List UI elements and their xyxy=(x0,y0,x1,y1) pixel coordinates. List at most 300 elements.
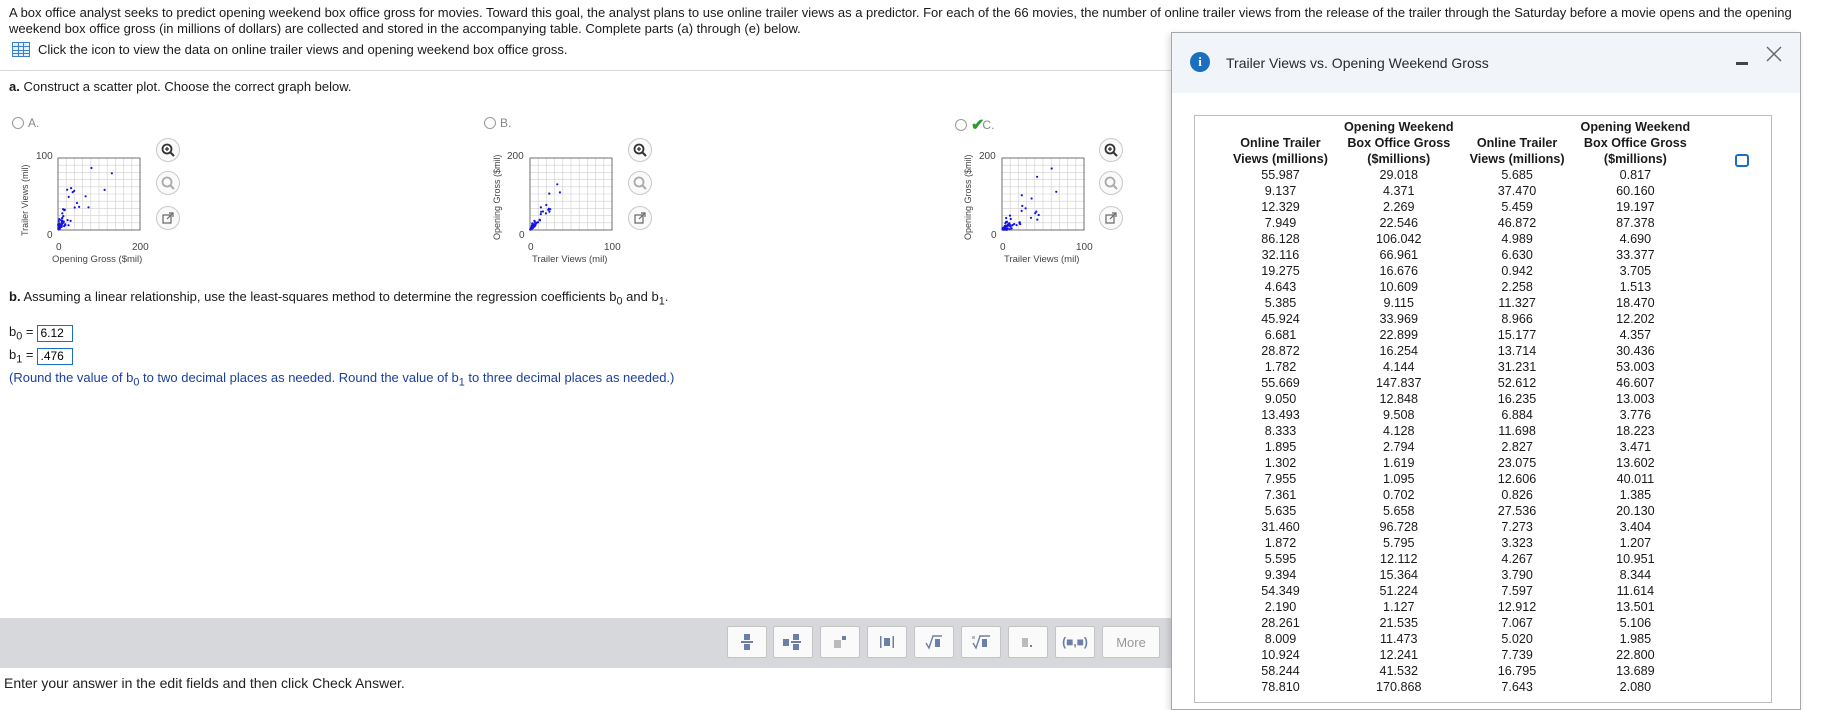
scatter-point xyxy=(1019,221,1021,223)
table-cell: 53.003 xyxy=(1616,360,1655,374)
table-row xyxy=(1225,679,1698,695)
table-cell: 4.371 xyxy=(1383,184,1415,198)
fraction-button[interactable] xyxy=(727,626,767,658)
table-cell: 3.776 xyxy=(1619,408,1652,422)
zoom-out-button-b[interactable] xyxy=(628,171,652,195)
table-cell: 29.018 xyxy=(1379,168,1419,182)
table-cell: 96.728 xyxy=(1379,520,1419,534)
table-cell: 20.130 xyxy=(1616,504,1655,518)
data-table xyxy=(1225,119,1698,695)
col-header-3: Online Trailer Views (millions) xyxy=(1469,136,1565,166)
scatter-point xyxy=(57,227,59,229)
part-a-label: a. xyxy=(9,79,20,94)
b1-label: $b_1$ = xyxy=(9,347,34,366)
zoom-out-button-a[interactable] xyxy=(156,171,180,195)
table-row xyxy=(1225,311,1698,327)
table-cell: 4.128 xyxy=(1383,424,1415,438)
table-cell: 27.536 xyxy=(1497,504,1537,518)
sqrt-icon xyxy=(925,634,943,650)
scatter-point xyxy=(1005,217,1007,219)
scatter-point xyxy=(66,189,68,191)
scatter-point xyxy=(548,193,550,195)
table-cell: 12.202 xyxy=(1616,312,1655,326)
table-cell: 13.602 xyxy=(1616,456,1655,470)
table-cell: 6.630 xyxy=(1501,248,1533,262)
copy-data-icon[interactable] xyxy=(1735,154,1749,167)
plot-b-xtick0: 0 xyxy=(528,242,534,253)
plot-a-ytick: 100 xyxy=(36,151,53,162)
table-row xyxy=(1225,215,1698,231)
plot-a-xaxis-label: Opening Gross ($mil) xyxy=(52,254,143,265)
exponent-button[interactable] xyxy=(820,626,860,658)
popout-button-c[interactable] xyxy=(1099,206,1123,230)
external-link-icon xyxy=(162,212,174,224)
option-b-label: B. xyxy=(500,116,512,130)
table-row xyxy=(1225,167,1698,183)
part-b-prompt xyxy=(9,289,668,308)
table-cell: 12.606 xyxy=(1497,472,1537,486)
table-row xyxy=(1225,439,1698,455)
table-cell: 9.115 xyxy=(1383,296,1415,310)
table-cell: 46.607 xyxy=(1616,376,1655,390)
scatter-point xyxy=(1036,219,1038,221)
data-modal xyxy=(1171,32,1801,710)
table-cell: 18.470 xyxy=(1616,296,1655,310)
rounding-instructions: (Round the value of $b_0$ to two decimal places as needed. Round the value of $b_1$ to three decimal places as needed.) xyxy=(9,370,675,389)
close-icon xyxy=(1766,46,1782,62)
scatter-point xyxy=(61,221,63,223)
scatter-point xyxy=(1006,221,1008,223)
popout-button-a[interactable] xyxy=(156,206,180,230)
table-cell: 10.609 xyxy=(1379,280,1419,294)
scatter-point xyxy=(1021,205,1023,207)
table-cell: 6.681 xyxy=(1264,328,1297,342)
table-cell: 7.949 xyxy=(1264,216,1297,230)
table-cell: 28.261 xyxy=(1261,616,1300,630)
table-cell: 45.924 xyxy=(1261,312,1300,326)
table-row xyxy=(1225,535,1698,551)
table-row xyxy=(1225,375,1698,391)
scatter-point xyxy=(1035,211,1037,213)
table-cell: 1.302 xyxy=(1264,456,1297,470)
footer-divider xyxy=(0,667,1172,668)
table-row xyxy=(1225,519,1698,535)
table-cell: 2.794 xyxy=(1383,440,1415,454)
scatter-point xyxy=(61,223,63,225)
part-b-label: b. xyxy=(9,289,21,304)
table-cell: 16.254 xyxy=(1379,344,1419,358)
table-row xyxy=(1225,343,1698,359)
table-cell: 13.714 xyxy=(1497,344,1537,358)
zoom-in-icon xyxy=(1104,143,1118,157)
table-cell: 3.790 xyxy=(1501,568,1533,582)
table-cell: 22.800 xyxy=(1616,648,1655,662)
table-icon[interactable] xyxy=(12,42,30,57)
table-cell: 33.969 xyxy=(1379,312,1419,326)
table-cell: 2.827 xyxy=(1501,440,1533,454)
option-a[interactable] xyxy=(12,116,39,130)
footer-instructions: Enter your answer in the edit fields and then click Check Answer. xyxy=(4,675,405,691)
table-cell: 2.080 xyxy=(1619,680,1652,694)
table-cell: 1.619 xyxy=(1383,456,1415,470)
part-b-period: . xyxy=(664,289,669,304)
radio-c[interactable] xyxy=(955,119,967,131)
scatter-point xyxy=(1025,207,1027,209)
scatter-point xyxy=(535,223,537,225)
table-row xyxy=(1225,471,1698,487)
table-cell: 0.942 xyxy=(1501,264,1533,278)
scatter-point xyxy=(61,212,63,214)
table-cell: 12.912 xyxy=(1497,600,1537,614)
scatter-point xyxy=(545,212,547,214)
plot-a-yaxis-label: Trailer Views (mil) xyxy=(20,164,30,236)
table-cell: 18.223 xyxy=(1616,424,1655,438)
table-cell: 7.067 xyxy=(1501,616,1533,630)
table-cell: 7.361 xyxy=(1264,488,1297,502)
scatter-point xyxy=(67,219,69,221)
fraction-icon xyxy=(741,633,753,651)
table-cell: 13.003 xyxy=(1616,392,1655,406)
plot-a-y0: 0 xyxy=(47,230,53,241)
scatter-point xyxy=(85,195,87,197)
table-container xyxy=(1194,115,1772,703)
scatter-point xyxy=(532,227,534,229)
table-cell: 15.364 xyxy=(1379,568,1419,582)
table-cell: 22.546 xyxy=(1379,216,1419,230)
zoom-in-button-b[interactable] xyxy=(628,138,652,162)
table-cell: 7.273 xyxy=(1501,520,1533,534)
table-cell: 21.535 xyxy=(1379,616,1419,630)
table-cell: 12.241 xyxy=(1379,648,1419,662)
sqrt-button[interactable] xyxy=(914,626,954,658)
plot-c-xtick0: 0 xyxy=(1000,242,1006,253)
table-cell: 8.333 xyxy=(1264,424,1297,438)
table-row xyxy=(1225,263,1698,279)
scatter-point xyxy=(1003,226,1005,228)
table-cell: 8.009 xyxy=(1264,632,1297,646)
table-row xyxy=(1225,631,1698,647)
table-cell: 1.895 xyxy=(1264,440,1297,454)
scatter-point xyxy=(1055,191,1057,193)
plot-b-y0: 0 xyxy=(519,230,525,241)
table-cell: 0.817 xyxy=(1619,168,1652,182)
table-cell: 86.128 xyxy=(1261,232,1300,246)
option-c[interactable] xyxy=(955,115,994,135)
part-b-text: Assuming a linear relationship, use the least-squares method to determine the regression coefficients b xyxy=(23,289,617,304)
table-cell: 170.868 xyxy=(1376,680,1422,694)
b0-row xyxy=(9,324,73,343)
scatter-point xyxy=(64,223,66,225)
zoom-out-button-c[interactable] xyxy=(1099,171,1123,195)
table-cell: 55.669 xyxy=(1261,376,1300,390)
table-cell: 19.197 xyxy=(1616,200,1655,214)
scatter-point xyxy=(1010,218,1012,220)
option-a-label: A. xyxy=(28,116,40,130)
col-header-1: Online Trailer Views (millions) xyxy=(1233,136,1328,166)
table-cell: 54.349 xyxy=(1261,584,1300,598)
table-cell: 4.357 xyxy=(1619,328,1652,342)
interval-button[interactable]: (■,■) xyxy=(1055,626,1095,658)
part-a-prompt xyxy=(9,79,352,94)
table-cell: 0.702 xyxy=(1383,488,1415,502)
scatter-point xyxy=(1030,217,1032,219)
table-row xyxy=(1225,391,1698,407)
divider xyxy=(0,70,1172,71)
table-cell: 7.643 xyxy=(1501,680,1533,694)
scatter-point xyxy=(540,206,542,208)
table-cell: 1.513 xyxy=(1619,280,1652,294)
zoom-out-icon xyxy=(1104,176,1118,190)
scatter-point xyxy=(1021,210,1023,212)
radio-b[interactable] xyxy=(484,117,496,129)
scatter-point xyxy=(1038,214,1040,216)
table-cell: 3.404 xyxy=(1619,520,1652,534)
scatter-point xyxy=(60,226,62,228)
table-row xyxy=(1225,567,1698,583)
scatter-point xyxy=(537,221,539,223)
zoom-in-button-c[interactable] xyxy=(1099,138,1123,162)
table-row xyxy=(1225,647,1698,663)
table-cell: 12.112 xyxy=(1379,552,1418,566)
table-cell: 11.473 xyxy=(1379,632,1418,646)
plot-c-ytick: 200 xyxy=(979,151,996,162)
table-cell: 9.137 xyxy=(1264,184,1297,198)
scatter-point xyxy=(104,189,106,191)
table-cell: 8.966 xyxy=(1501,312,1533,326)
table-cell: 23.075 xyxy=(1497,456,1537,470)
info-icon: i xyxy=(1190,52,1210,72)
table-cell: 4.267 xyxy=(1501,552,1533,566)
table-cell: 10.924 xyxy=(1261,648,1300,662)
table-row xyxy=(1225,551,1698,567)
table-cell: 2.258 xyxy=(1501,280,1533,294)
table-cell: 1.207 xyxy=(1619,536,1652,550)
table-cell: 3.323 xyxy=(1501,536,1533,550)
question-intro: A box office analyst seeks to predict opening weekend box office gross for movies. Toward this goal, the analyst plans to use online trailer views as a predictor. For each of the 66 movies, the number of online trailer views from the release of the trailer through the Saturday before a movie opens and the opening weekend box office gross (in millions of dollars) are collected and stored in the accompanying table. Complete parts (a) through (e) below. xyxy=(9,5,1792,36)
table-cell: 1.095 xyxy=(1383,472,1415,486)
table-cell: 19.275 xyxy=(1261,264,1300,278)
table-cell: 30.436 xyxy=(1616,344,1655,358)
scatter-point xyxy=(1016,224,1018,226)
scatter-point xyxy=(1021,194,1023,196)
table-cell: 55.987 xyxy=(1261,168,1300,182)
scatter-point xyxy=(540,213,542,215)
table-row xyxy=(1225,359,1698,375)
table-cell: 46.872 xyxy=(1497,216,1537,230)
table-cell: 106.042 xyxy=(1376,232,1422,246)
table-cell: 2.269 xyxy=(1383,200,1415,214)
table-cell: 60.160 xyxy=(1616,184,1655,198)
scatter-point xyxy=(74,206,76,208)
table-row xyxy=(1225,247,1698,263)
table-cell: 4.989 xyxy=(1501,232,1533,246)
table-row xyxy=(1225,599,1698,615)
scatter-point xyxy=(1008,225,1010,227)
table-cell: 9.508 xyxy=(1383,408,1415,422)
zoom-in-icon xyxy=(161,143,175,157)
table-cell: 31.460 xyxy=(1261,520,1300,534)
minimize-button[interactable] xyxy=(1736,62,1748,65)
table-cell: 58.244 xyxy=(1261,664,1300,678)
table-cell: 87.378 xyxy=(1616,216,1655,230)
table-cell: 13.501 xyxy=(1616,600,1655,614)
decimal-button[interactable] xyxy=(1008,626,1048,658)
scatter-point xyxy=(87,206,89,208)
scatter-point xyxy=(64,209,66,211)
b1-input[interactable] xyxy=(37,348,73,365)
table-row xyxy=(1225,583,1698,599)
table-cell: 22.899 xyxy=(1379,328,1419,342)
table-cell: 37.470 xyxy=(1497,184,1537,198)
scatter-point xyxy=(556,183,558,185)
modal-title: Trailer Views vs. Opening Weekend Gross xyxy=(1226,55,1489,71)
scatter-point xyxy=(70,187,72,189)
table-row xyxy=(1225,279,1698,295)
table-cell: 52.612 xyxy=(1497,376,1537,390)
scatter-point xyxy=(68,196,70,198)
table-cell: 5.020 xyxy=(1501,632,1533,646)
table-cell: 1.872 xyxy=(1264,536,1297,550)
scatter-point xyxy=(1012,224,1014,226)
b1-row xyxy=(9,347,73,366)
table-cell: 32.116 xyxy=(1261,248,1300,262)
table-cell: 3.471 xyxy=(1619,440,1652,454)
more-button[interactable]: More xyxy=(1102,626,1160,658)
part-b-sub1: 1 xyxy=(658,295,665,308)
popout-button-b[interactable] xyxy=(628,206,652,230)
absolute-value-button[interactable] xyxy=(867,626,907,658)
col-header-2: Opening Weekend Box Office Gross ($millions) xyxy=(1343,120,1454,166)
scatter-point xyxy=(76,202,78,204)
nth-root-button[interactable] xyxy=(961,626,1001,658)
part-b-sub0: 0 xyxy=(616,295,623,308)
table-cell: 5.685 xyxy=(1501,168,1533,182)
table-cell: 15.177 xyxy=(1497,328,1537,342)
plot-b-ytick: 200 xyxy=(507,151,524,162)
table-row xyxy=(1225,503,1698,519)
scatter-point xyxy=(1051,167,1053,169)
table-cell: 5.459 xyxy=(1501,200,1533,214)
table-cell: 4.643 xyxy=(1264,280,1297,294)
table-cell: 4.690 xyxy=(1619,232,1652,246)
scatter-point xyxy=(1031,197,1033,199)
table-cell: 9.394 xyxy=(1264,568,1297,582)
table-cell: 7.739 xyxy=(1501,648,1533,662)
radio-a[interactable] xyxy=(12,117,24,129)
exponent-icon xyxy=(833,635,847,649)
table-cell: 31.231 xyxy=(1497,360,1537,374)
zoom-out-icon xyxy=(161,176,175,190)
scatter-point xyxy=(1036,176,1038,178)
table-row xyxy=(1225,487,1698,503)
table-cell: 4.144 xyxy=(1383,360,1415,374)
table-cell: 41.532 xyxy=(1379,664,1419,678)
table-cell: 66.961 xyxy=(1379,248,1419,262)
table-row xyxy=(1225,423,1698,439)
table-cell: 28.872 xyxy=(1261,344,1300,358)
scatter-point xyxy=(58,225,60,227)
table-cell: 147.837 xyxy=(1376,376,1422,390)
plot-b-xaxis-label: Trailer Views (mil) xyxy=(532,254,608,265)
table-cell: 1.782 xyxy=(1264,360,1297,374)
scatter-point xyxy=(1006,228,1008,230)
table-cell: 12.848 xyxy=(1379,392,1419,406)
option-c-label: C. xyxy=(982,118,995,132)
scatter-point xyxy=(545,204,547,206)
zoom-in-button-a[interactable] xyxy=(156,138,180,162)
checkmark-icon: ✔ xyxy=(971,117,985,134)
table-cell: 16.795 xyxy=(1497,664,1537,678)
table-cell: 10.951 xyxy=(1616,552,1655,566)
table-cell: 5.635 xyxy=(1264,504,1297,518)
decimal-icon xyxy=(1021,635,1035,649)
table-cell: 1.985 xyxy=(1619,632,1652,646)
table-cell: 16.676 xyxy=(1379,264,1419,278)
plot-c-yaxis-label: Opening Gross ($mil) xyxy=(963,154,973,240)
table-cell: 13.493 xyxy=(1261,408,1300,422)
scatter-point xyxy=(61,217,63,219)
table-cell: 5.595 xyxy=(1264,552,1297,566)
table-cell: 5.385 xyxy=(1264,296,1297,310)
scatter-point xyxy=(542,210,544,212)
option-b[interactable] xyxy=(484,116,511,130)
zoom-in-icon xyxy=(633,143,647,157)
scatter-point xyxy=(73,190,75,192)
table-cell: 12.329 xyxy=(1261,200,1300,214)
table-row xyxy=(1225,295,1698,311)
scatter-point xyxy=(111,172,113,174)
table-row xyxy=(1225,199,1698,215)
data-link-text[interactable]: Click the icon to view the data on online trailer views and opening weekend box office gross. xyxy=(38,42,568,57)
table-cell: 40.011 xyxy=(1616,472,1655,486)
data-link[interactable] xyxy=(12,42,567,57)
plot-c-xtick1: 100 xyxy=(1076,242,1093,253)
b0-input[interactable] xyxy=(37,325,73,342)
table-cell: 1.385 xyxy=(1619,488,1652,502)
table-cell: 33.377 xyxy=(1616,248,1655,262)
table-row xyxy=(1225,455,1698,471)
table-cell: 5.658 xyxy=(1383,504,1415,518)
nth-root-icon xyxy=(971,634,991,650)
mixed-number-button[interactable] xyxy=(773,626,813,658)
table-row xyxy=(1225,663,1698,679)
scatter-point xyxy=(559,191,561,193)
part-b-and: and b xyxy=(622,289,659,304)
table-cell: 5.795 xyxy=(1383,536,1415,550)
table-cell: 11.614 xyxy=(1616,584,1655,598)
table-cell: 11.327 xyxy=(1498,296,1536,310)
table-cell: 11.698 xyxy=(1498,424,1536,438)
table-cell: 3.705 xyxy=(1619,264,1652,278)
mixed-number-icon xyxy=(783,633,803,651)
table-row xyxy=(1225,183,1698,199)
part-a-text: Construct a scatter plot. Choose the correct graph below. xyxy=(23,79,352,94)
table-cell: 7.955 xyxy=(1264,472,1297,486)
absolute-value-icon xyxy=(879,635,895,649)
scatter-point xyxy=(58,223,60,225)
plot-c-xaxis-label: Trailer Views (mil) xyxy=(1004,254,1080,265)
table-cell: 8.344 xyxy=(1619,568,1652,582)
table-row xyxy=(1225,327,1698,343)
close-button[interactable] xyxy=(1766,41,1782,69)
table-cell: 7.597 xyxy=(1501,584,1533,598)
table-cell: 1.127 xyxy=(1383,600,1415,614)
plot-b-xtick1: 100 xyxy=(604,242,621,253)
scatter-point xyxy=(58,220,60,222)
table-cell: 2.190 xyxy=(1264,600,1297,614)
table-cell: 6.884 xyxy=(1501,408,1533,422)
zoom-out-icon xyxy=(633,176,647,190)
